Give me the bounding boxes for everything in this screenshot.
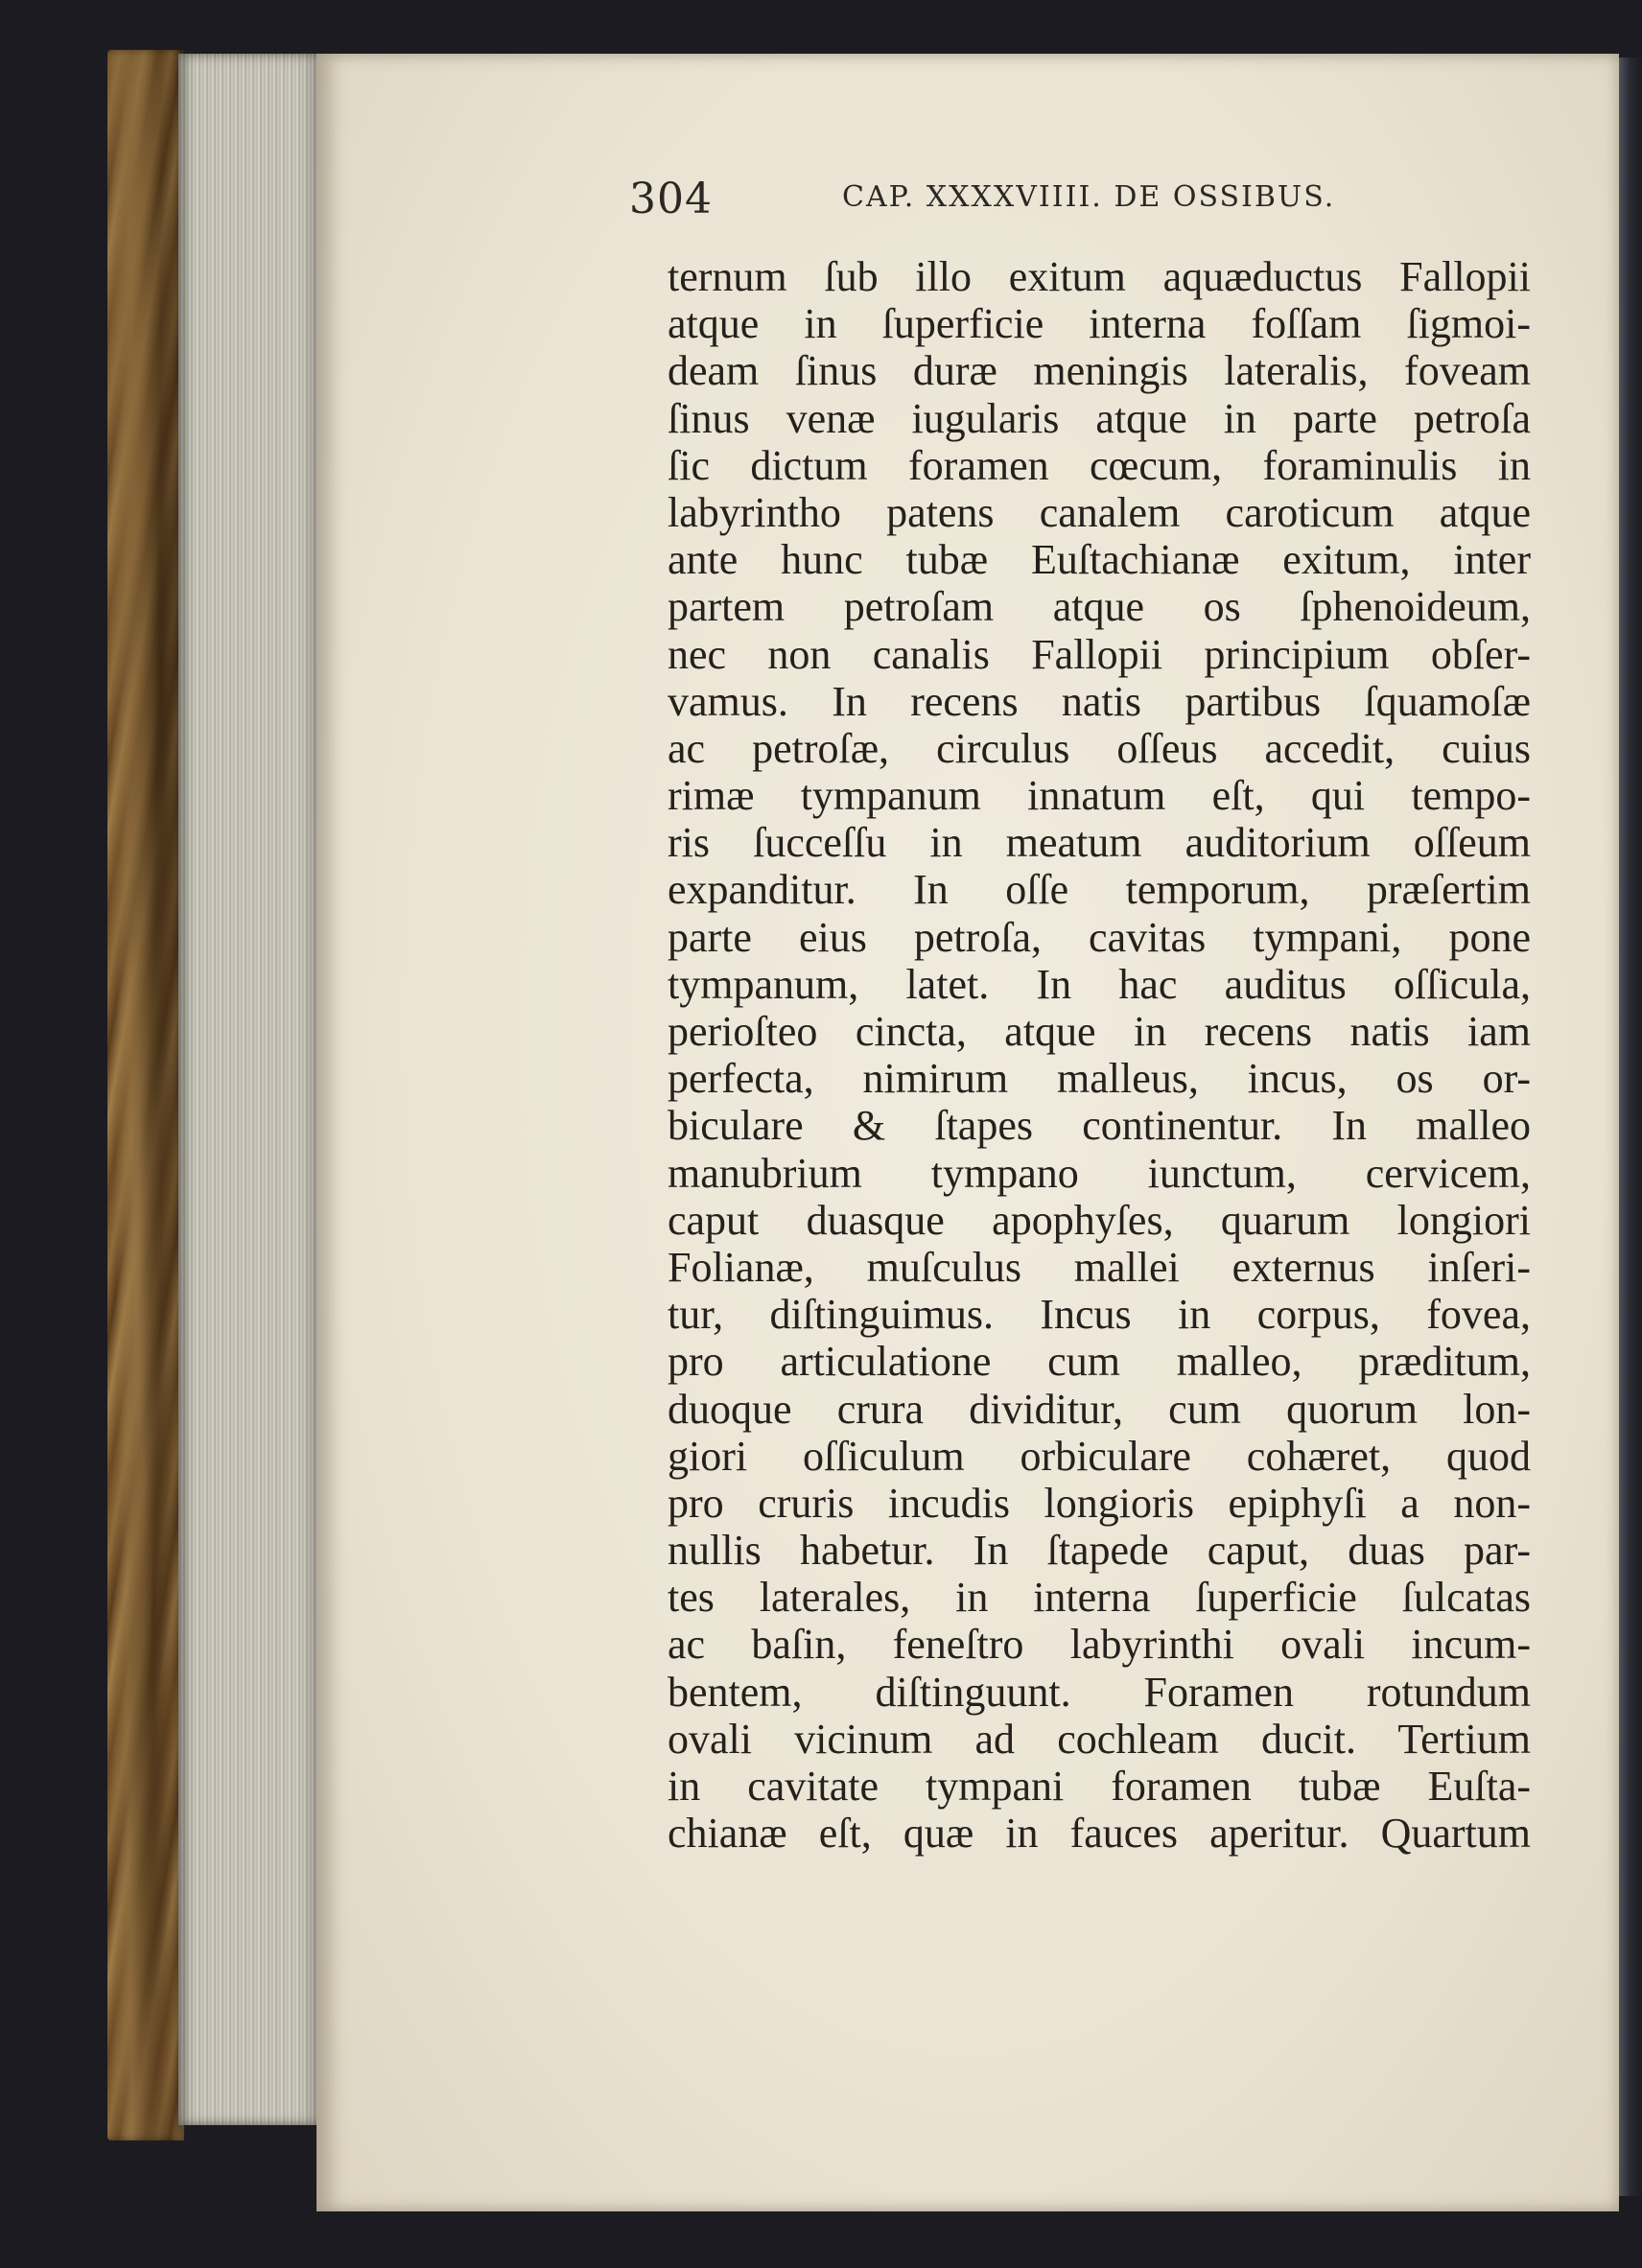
chapter-title: CAP. XXXXVIIII. DE OSSIBUS. [842, 180, 1336, 214]
text-line: ternum ſub illo exitum aquæductus Fallopii [668, 253, 1531, 300]
text-line: ante hunc tubæ Euſtachianæ exitum, inter [668, 536, 1531, 584]
text-line: tur, diſtinguimus. Incus in corpus, fovea, [668, 1291, 1531, 1339]
text-line: deam ſinus duræ meningis lateralis, foveam [668, 347, 1531, 395]
text-line: ſic dictum foramen cœcum, foraminulis in [668, 441, 1531, 489]
text-line: ac baſin, feneſtro labyrinthi ovali incum- [668, 1621, 1531, 1669]
text-line: parte eius petroſa, cavitas tympani, pone [668, 913, 1531, 961]
text-line: atque in ſuperficie interna foſſam ſigmoi- [668, 300, 1531, 348]
text-line: vamus. In recens natis partibus ſquamoſæ [668, 677, 1531, 725]
running-head [629, 169, 1416, 226]
text-line: giori oſſiculum orbiculare cohæret, quod [668, 1432, 1531, 1480]
text-line: expanditur. In oſſe temporum, præſertim [668, 866, 1531, 914]
text-line: labyrintho patens canalem caroticum atque [668, 488, 1531, 536]
text-line: partem petroſam atque os ſphenoideum, [668, 583, 1531, 631]
text-line: in cavitate tympani foramen tubæ Euſta- [668, 1763, 1531, 1810]
text-line: tympanum, latet. In hac auditus oſſicula, [668, 960, 1531, 1008]
text-line: ris ſucceſſu in meatum auditorium oſſeum [668, 819, 1531, 867]
text-line: ſinus venæ iugularis atque in parte petroſa [668, 394, 1531, 442]
text-line: nec non canalis Fallopii principium obſer- [668, 630, 1531, 678]
text-line: perfecta, nimirum malleus, incus, os or- [668, 1055, 1531, 1103]
text-line: caput duasque apophyſes, quarum longiori [668, 1196, 1531, 1244]
text-line: Folianæ, muſculus mallei externus inſeri- [668, 1243, 1531, 1291]
text-line: nullis habetur. In ſtapede caput, duas par- [668, 1527, 1531, 1575]
page-number: 304 [629, 175, 713, 223]
text-line: biculare & ſtapes continentur. In malleo [668, 1102, 1531, 1150]
text-line: ovali vicinum ad cochleam ducit. Tertium [668, 1715, 1531, 1763]
text-line: pro articulatione cum malleo, præditum, [668, 1338, 1531, 1386]
text-line: manubrium tympano iunctum, cervicem, [668, 1149, 1531, 1197]
marbled-cover-board [107, 50, 184, 2140]
text-line: rimæ tympanum innatum eſt, qui tempo- [668, 772, 1531, 820]
text-line: pro cruris incudis longioris epiphyſi a non- [668, 1479, 1531, 1527]
text-line: duoque crura dividitur, cum quorum lon- [668, 1385, 1531, 1433]
text-line: tes laterales, in interna ſuperficie ſulcatas [668, 1574, 1531, 1622]
text-line: bentem, diſtinguunt. Foramen rotundum [668, 1668, 1531, 1716]
text-line: perioſteo cincta, atque in recens natis iam [668, 1008, 1531, 1055]
page-edges [178, 54, 320, 2125]
text-line: chianæ eſt, quæ in fauces aperitur. Quartum [668, 1810, 1531, 1858]
body-text [668, 253, 1531, 1857]
text-line: ac petroſæ, circulus oſſeus accedit, cuius [668, 724, 1531, 772]
